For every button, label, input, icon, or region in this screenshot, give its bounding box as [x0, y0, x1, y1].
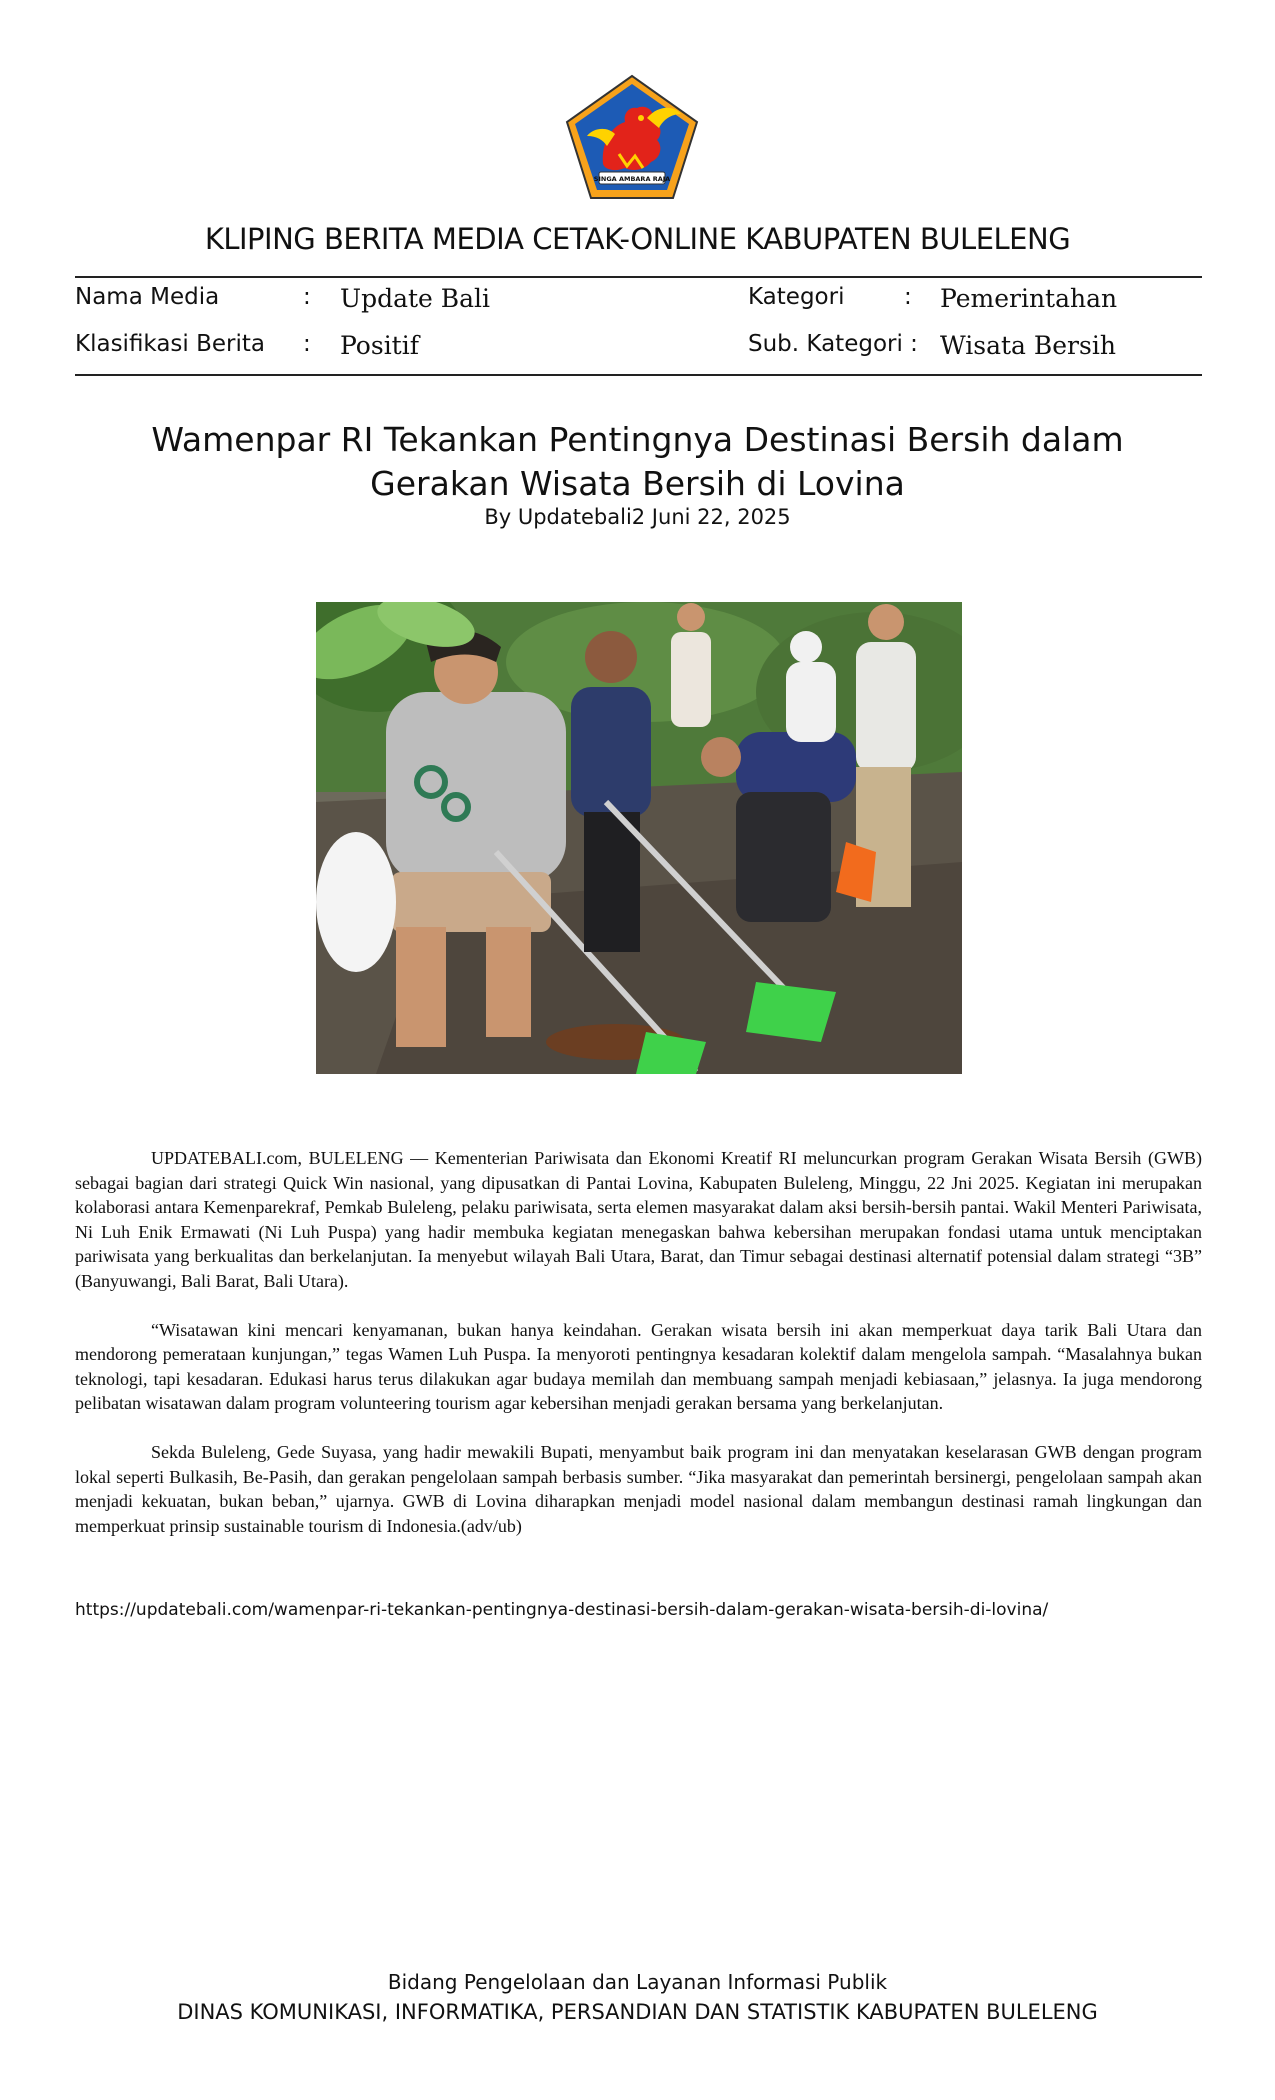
article-paragraph: UPDATEBALI.com, BULELENG — Kementerian Pariwisata dan Ekonomi Kreatif RI meluncurkan program Gerakan Wisata Bersih (GWB) sebagai bagian dari strategi Quick Win nasional, yang dipusatkan di Pantai Lovina, Kabupaten Buleleng, Minggu, 22 Jni 2025. Kegiatan ini merupakan kolaborasi antara Kemenparekraf, Pemkab Buleleng, pelaku pariwisata, serta elemen masyarakat dalam aksi bersih-bersih pantai. Wakil Menteri Pariwisata, Ni Luh Enik Ermawati (Ni Luh Puspa) yang hadir membuka kegiatan menegaskan bahwa kebersihan merupakan fondasi utama untuk menciptakan pariwisata yang berkualitas dan berkelanjutan. Ia menyebut wilayah Bali Utara, Barat, dan Timur sebagai destinasi alternatif potensial dalam strategi “3B” (Banyuwangi, Bali Barat, Bali Utara).: [75, 1148, 1202, 1291]
nama-media-label: Nama Media: [75, 284, 220, 310]
article-paragraph: “Wisatawan kini mencari kenyamanan, bukan hanya keindahan. Gerakan wisata bersih ini akan memperkuat daya tarik Bali Utara dan mendorong pemerataan kunjungan,” tegas Wamen Luh Puspa. Ia menyoroti pentingnya kesadaran kolektif dalam mengelola sampah. “Masalahnya bukan teknologi, tapi kesadaran. Edukasi harus terus dilakukan agar budaya memilah dan membuang sampah menjadi kebiasaan,” jelasnya. Ia juga mendorong pelibatan wisatawan dalam program volunteering tourism agar kebersihan menjadi gerakan bersama yang berkelanjutan.: [75, 1319, 1202, 1414]
beach-cleanup-photo: [316, 602, 962, 1074]
subkategori-label: Sub. Kategori :: [748, 331, 918, 357]
klasifikasi-label: Klasifikasi Berita: [75, 331, 266, 357]
article-body: [75, 1146, 1202, 1562]
article-byline: By Updatebali2 Juni 22, 2025: [484, 505, 791, 529]
header-top-divider: [75, 276, 1202, 278]
footer-department-line: Bidang Pengelolaan dan Layanan Informasi Publik: [387, 1970, 888, 1994]
article-title: Wamenpar RI Tekankan Pentingnya Destinasi Bersih dalam Gerakan Wisata Bersih di Lovina: [151, 420, 1124, 503]
emblem-motto: SINGA AMBARA RAJA: [593, 175, 671, 183]
footer-agency-line: DINAS KOMUNIKASI, INFORMATIKA, PERSANDIAN DAN STATISTIK KABUPATEN BULELENG: [177, 2000, 1098, 2024]
klasifikasi-colon: :: [303, 331, 311, 357]
source-url-link[interactable]: https://updatebali.com/wamenpar-ri-tekankan-pentingnya-destinasi-bersih-dalam-gerakan-wisata-bersih-di-lovina/: [75, 1600, 1049, 1620]
kategori-value: Pemerintahan: [940, 284, 1118, 313]
article-paragraph: Sekda Buleleng, Gede Suyasa, yang hadir mewakili Bupati, menyambut baik program ini dan menyatakan keselarasan GWB dengan program lokal seperti Bulkasih, Be-Pasih, dan gerakan pengelolaan sampah berbasis sumber. “Jika masyarakat dan pemerintah bersinergi, pengelolaan sampah akan menjadi kekuatan, bukan beban,” ujarnya. GWB di Lovina diharapkan menjadi model nasional dalam membangun destinasi ramah lingkungan dan memperkuat prinsip sustainable tourism di Indonesia.(adv/ub): [75, 1441, 1202, 1536]
klasifikasi-value: Positif: [340, 331, 419, 360]
regency-emblem-icon: [563, 74, 701, 202]
kategori-label: Kategori: [748, 284, 845, 310]
header-bottom-divider: [75, 374, 1202, 376]
clipping-header-title: KLIPING BERITA MEDIA CETAK-ONLINE KABUPATEN BULELENG: [204, 222, 1071, 256]
subkategori-value: Wisata Bersih: [940, 331, 1116, 360]
nama-media-colon: :: [303, 284, 311, 310]
kategori-colon: :: [904, 284, 912, 310]
nama-media-value: Update Bali: [340, 284, 491, 313]
